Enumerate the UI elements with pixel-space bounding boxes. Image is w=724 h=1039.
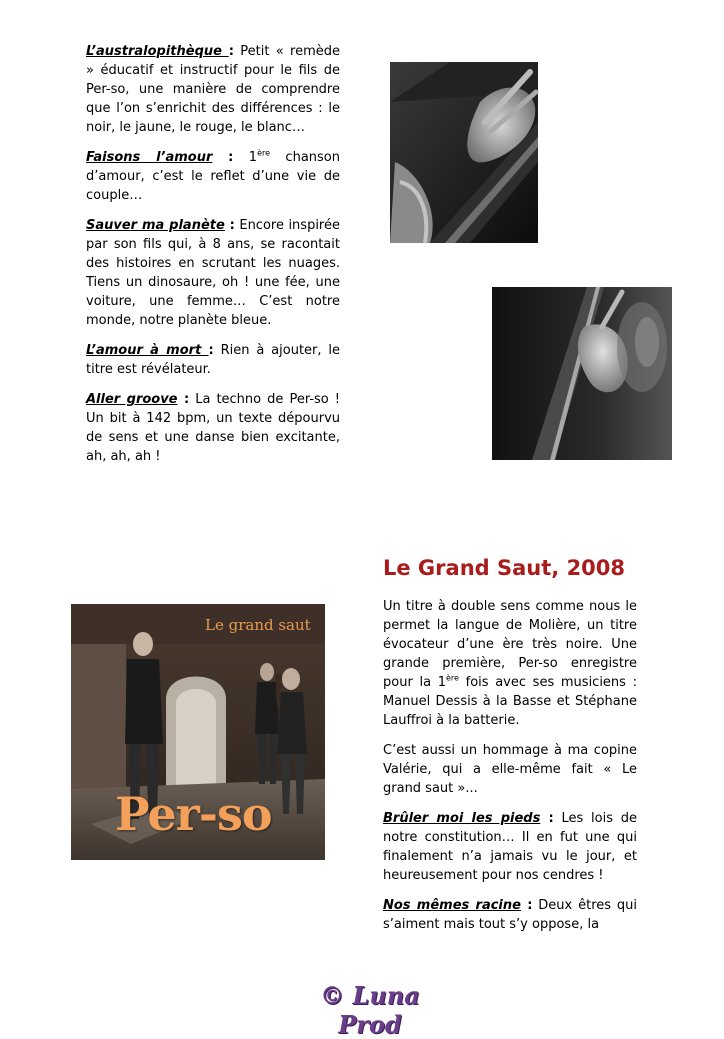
track-title: Brûler moi les pieds	[383, 811, 541, 826]
colon: :	[540, 811, 554, 826]
track-text: Les lois de notre constitution… Il en fut une qui finalement n’a jamais vu le jour, et heureusement pour nos cendres !	[383, 811, 638, 883]
album-paragraph: C’est aussi un hommage à ma copine Valérie, qui a elle-même fait « Le grand saut »...	[383, 743, 637, 796]
track-text: Rien à ajouter, le titre est révélateur.	[86, 343, 340, 377]
superscript: ère	[257, 148, 271, 158]
track-description	[383, 809, 637, 885]
colon: :	[177, 392, 190, 407]
track-description	[383, 896, 637, 934]
track-text: Petit « remède » éducatif et instructif pour le fils de Per-so, une manière de comprendre que l’on s’enrichit des différences : le noir, le jaune, le rouge, le blanc…	[86, 44, 341, 135]
album-title: Le Grand Saut, 2008	[383, 556, 626, 580]
track-text: chanson d’amour, c’est le reflet d’une vie de couple…	[86, 150, 340, 203]
track-title: Faisons l’amour	[86, 150, 213, 165]
colon: :	[212, 150, 234, 165]
guitar-photo-1-image	[390, 62, 538, 243]
superscript: ère	[445, 673, 459, 683]
colon: :	[520, 898, 533, 913]
cover-band-name: Per-so	[115, 787, 272, 841]
copyright-logo: © Luna Prod	[320, 981, 420, 1039]
track-description	[86, 42, 340, 137]
guitar-photo-2-image	[492, 287, 672, 460]
track-title: L’amour à mort	[86, 343, 209, 358]
track-title: Nos mêmes racine	[383, 898, 521, 913]
colon: :	[224, 218, 235, 233]
album-intro	[383, 597, 637, 730]
track-text: La techno de Per-so ! Un bit à 142 bpm, un texte dépourvu de sens et une danse bien excitante, ah, ah, ah !	[86, 392, 340, 464]
intro-text: fois avec ses musiciens : Manuel Dessis à la Basse et Stéphane Lauffroi à la batterie.	[383, 675, 637, 728]
guitar-photo-2	[492, 287, 672, 460]
track-text: 1	[233, 150, 258, 165]
track-description	[86, 148, 340, 205]
guitar-photo-1	[390, 62, 538, 243]
track-description	[86, 216, 340, 330]
track-title: Sauver ma planète	[86, 218, 225, 233]
left-text-column	[86, 42, 340, 477]
right-text-column	[383, 597, 637, 945]
track-text: Encore inspirée par son fils qui, à 8 ans, se racontait des histoires en scrutant les nuages. Tiens un dinosaure, oh ! une fée, une voiture, une femme… C’est notre monde, notre planète bleue.	[86, 218, 340, 328]
track-description	[86, 390, 340, 466]
colon: :	[228, 44, 234, 59]
track-title: Aller groove	[86, 392, 178, 407]
track-description	[86, 341, 340, 379]
track-text: Deux êtres qui s’aiment mais tout s’y oppose, la	[383, 898, 637, 932]
intro-text: Un titre à double sens comme nous le permet la langue de Molière, un titre évocateur d’une ère très noire. Une grande première, Per-so enregistre pour la 1	[383, 599, 637, 690]
track-title: L’australopithèque	[86, 44, 229, 59]
cover-album-title: Le grand saut	[205, 616, 311, 634]
album-cover	[71, 604, 325, 860]
colon: :	[208, 343, 214, 358]
